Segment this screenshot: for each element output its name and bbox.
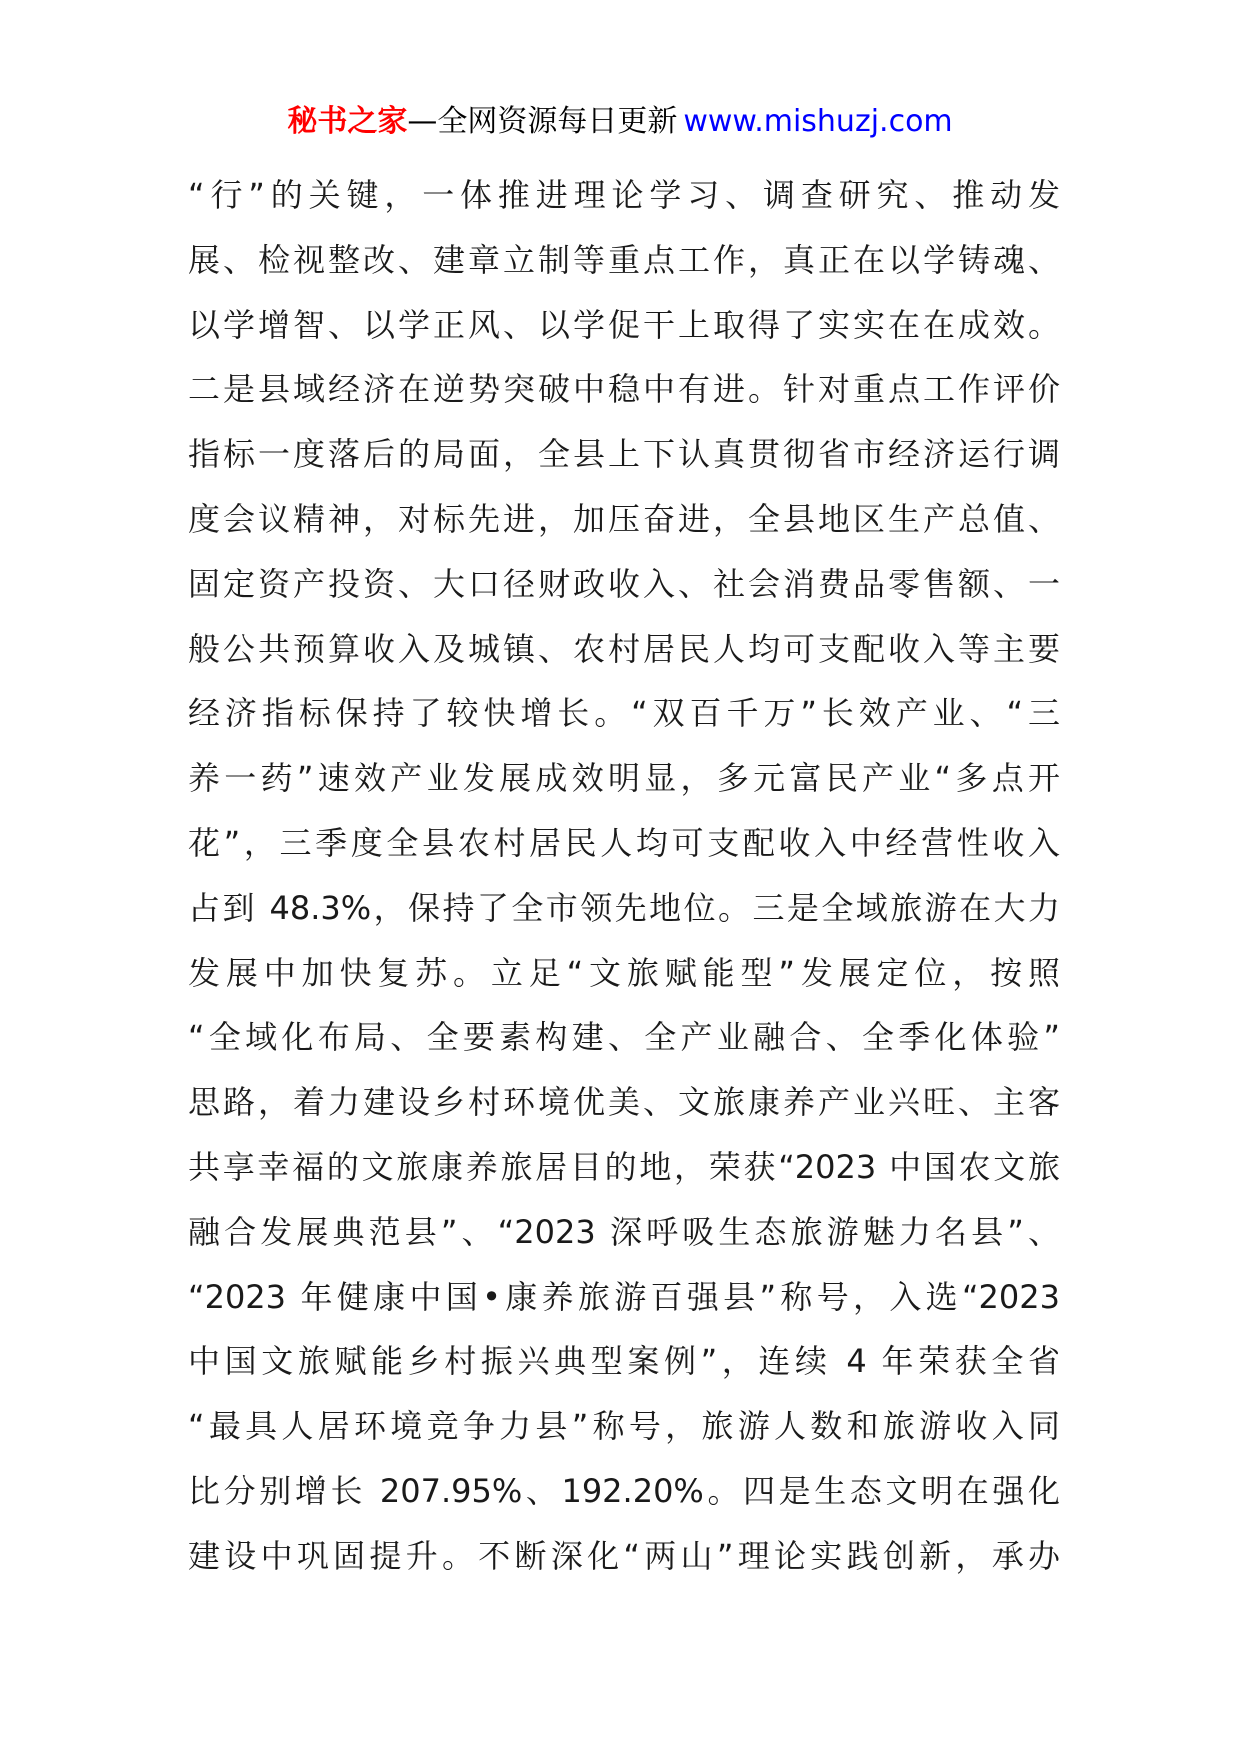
text-line: 共享幸福的文旅康养旅居目的地，荣获“2023 中国农文旅 bbox=[188, 1147, 1060, 1186]
text-line: 建设中巩固提升。不断深化“两山”理论实践创新，承办 bbox=[188, 1536, 1060, 1575]
text-line: 经济指标保持了较快增长。“双百千万”长效产业、“三 bbox=[188, 694, 1060, 733]
text-line: 比分别增长 207.95%、192.20%。四是生态文明在强化 bbox=[188, 1471, 1060, 1510]
text-line: “全域化布局、全要素构建、全产业融合、全季化体验” bbox=[188, 1018, 1060, 1057]
text-line: 以学增智、以学正风、以学促干上取得了实实在在成效。 bbox=[188, 305, 1060, 344]
text-line: 融合发展典范县”、“2023 深呼吸生态旅游魅力名县”、 bbox=[188, 1212, 1060, 1251]
text-line: 思路，着力建设乡村环境优美、文旅康养产业兴旺、主客 bbox=[188, 1083, 1060, 1122]
text-line: 中国文旅赋能乡村振兴典型案例”，连续 4 年荣获全省 bbox=[188, 1342, 1060, 1381]
document-body bbox=[188, 163, 1060, 1589]
text-line: “行”的关键，一体推进理论学习、调查研究、推动发 bbox=[188, 176, 1060, 214]
text-line: 展、检视整改、建章立制等重点工作，真正在以学铸魂、 bbox=[188, 240, 1060, 279]
text-line: 般公共预算收入及城镇、农村居民人均可支配收入等主要 bbox=[188, 629, 1060, 668]
text-line: 发展中加快复苏。立足“文旅赋能型”发展定位，按照 bbox=[188, 953, 1060, 992]
text-line: 度会议精神，对标先进，加压奋进，全县地区生产总值、 bbox=[188, 499, 1060, 538]
text-line: 养一药”速效产业发展成效明显，多元富民产业“多点开 bbox=[188, 759, 1060, 798]
site-brand: 秘书之家 bbox=[287, 104, 408, 139]
text-line: “最具人居环境竞争力县”称号，旅游人数和旅游收入同 bbox=[188, 1407, 1060, 1446]
text-line: 占到 48.3%，保持了全市领先地位。三是全域旅游在大力 bbox=[188, 888, 1060, 927]
text-line: 固定资产投资、大口径财政收入、社会消费品零售额、一 bbox=[188, 564, 1060, 603]
page-header bbox=[0, 100, 1240, 144]
text-line: 二是县域经济在逆势突破中稳中有进。针对重点工作评价 bbox=[188, 370, 1060, 409]
text-line: 指标一度落后的局面，全县上下认真贯彻省市经济运行调 bbox=[188, 435, 1060, 474]
site-tagline: —全网资源每日更新 bbox=[407, 104, 678, 139]
text-line: “2023 年健康中国•康养旅游百强县”称号，入选“2023 bbox=[188, 1277, 1060, 1316]
text-line: 花”，三季度全县农村居民人均可支配收入中经营性收入 bbox=[188, 823, 1060, 862]
site-url-link[interactable]: www.mishuzj.com bbox=[683, 104, 953, 139]
